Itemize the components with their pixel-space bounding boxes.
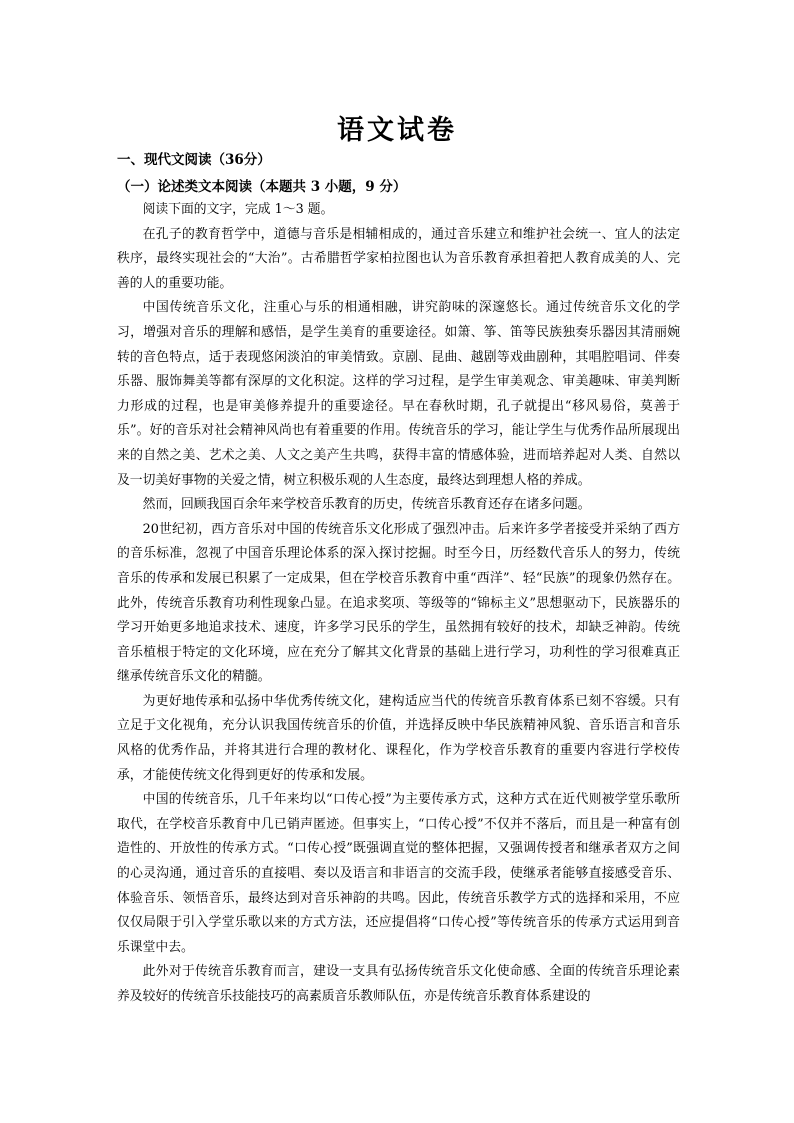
passage-paragraph: 在孔子的教育哲学中，道德与音乐是相辅相成的，通过音乐建立和维护社会统一、宜人的法定秩序，最终实现社会的“大治”。古希腊哲学家柏拉图也认为音乐教育承担着把人教育成美的人、完善的人的重要功能。 [117,226,680,291]
reading-passage [117,198,680,1010]
passage-paragraph: 此外对于传统音乐教育而言，建设一支具有弘扬传统音乐文化使命感、全面的传统音乐理论素养及较好的传统音乐技能技巧的高素质音乐教师队伍，亦是传统音乐教育体系建设的 [117,964,680,1004]
section-heading: 一、现代文阅读（36分） [117,152,271,168]
passage-paragraph: 为更好地传承和弘扬中华优秀传统文化，建构适应当代的传统音乐教育体系已刻不容缓。只有立足于文化视角，充分认识我国传统音乐的价值，并选择反映中华民族精神风貌、音乐语言和音乐风格的优秀作品，并将其进行合理的教材化、课程化，作为学校音乐教育的重要内容进行学校传承，才能使传统文化得到更好的传承和发展。 [117,693,680,783]
passage-paragraph: 20世纪初，西方音乐对中国的传统音乐文化形成了强烈冲击。后来许多学者接受并采纳了西方的音乐标准，忽视了中国音乐理论体系的深入探讨挖掘。时至今日，历经数代音乐人的努力，传统音乐的传承和发展已积累了一定成果，但在学校音乐教育中重“西洋”、轻“民族”的现象仍然存在。此外，传统音乐教育功利性现象凸显。在追求奖项、等级等的“锦标主义”思想驱动下，民族器乐的学习开始更多地追求技术、速度，许多学习民乐的学生，虽然拥有较好的技术，却缺乏神韵。传统音乐植根于特定的文化环境，应在充分了解其文化背景的基础上进行学习，功利性的学习很难真正继承传统音乐文化的精髓。 [117,521,680,685]
subsection-heading: （一）论述类文本阅读（本题共 3 小题，9 分） [117,179,407,195]
instruction-paragraph: 阅读下面的文字，完成 1～3 题。 [142,202,334,217]
passage-paragraph: 中国传统音乐文化，注重心与乐的相通相融，讲究韵味的深邃悠长。通过传统音乐文化的学习，增强对音乐的理解和感悟，是学生美育的重要途径。如箫、筝、笛等民族独奏乐器因其清丽婉转的音色特点，适于表现悠闲淡泊的审美情致。京剧、昆曲、越剧等戏曲剧种，其唱腔唱词、伴奏乐器、服饰舞美等都有深厚的文化积淀。这样的学习过程，是学生审美观念、审美趣味、审美判断力形成的过程，也是审美修养提升的重要途径。早在春秋时期，孔子就提出“移风易俗，莫善于乐”。好的音乐对社会精神风尚也有着重要的作用。传统音乐的学习，能让学生与优秀作品所展现出来的自然之美、艺术之美、人文之美产生共鸣，获得丰富的情感体验，进而培养起对人类、自然以及一切美好事物的关爱之情，树立积极乐观的人生态度，最终达到理想人格的养成。 [117,300,680,488]
page-title: 语文试卷 [337,115,457,146]
passage-paragraph: 然而，回顾我国百余年来学校音乐教育的历史，传统音乐教育还存在诸多问题。 [142,497,591,513]
passage-paragraph: 中国的传统音乐，几千年来均以“口传心授”为主要传承方式，这种方式在近代则被学堂乐歌所取代，在学校音乐教育中几已销声匿迹。但事实上，“口传心授”不仅并不落后，而且是一种富有创造性的、开放性的传承方式。“口传心授”既强调直觉的整体把握，又强调传授者和继承者双方之间的心灵沟通，通过音乐的直接唱、奏以及语言和非语言的交流手段，使继承者能够直接感受音乐、体验音乐、领悟音乐，最终达到对音乐神韵的共鸣。因此，传统音乐教学方式的选择和采用，不应仅仅局限于引入学堂乐歌以来的方式方法，还应提倡将“口传心授”等传统音乐的传承方式运用到音乐课堂中去。 [117,792,680,955]
